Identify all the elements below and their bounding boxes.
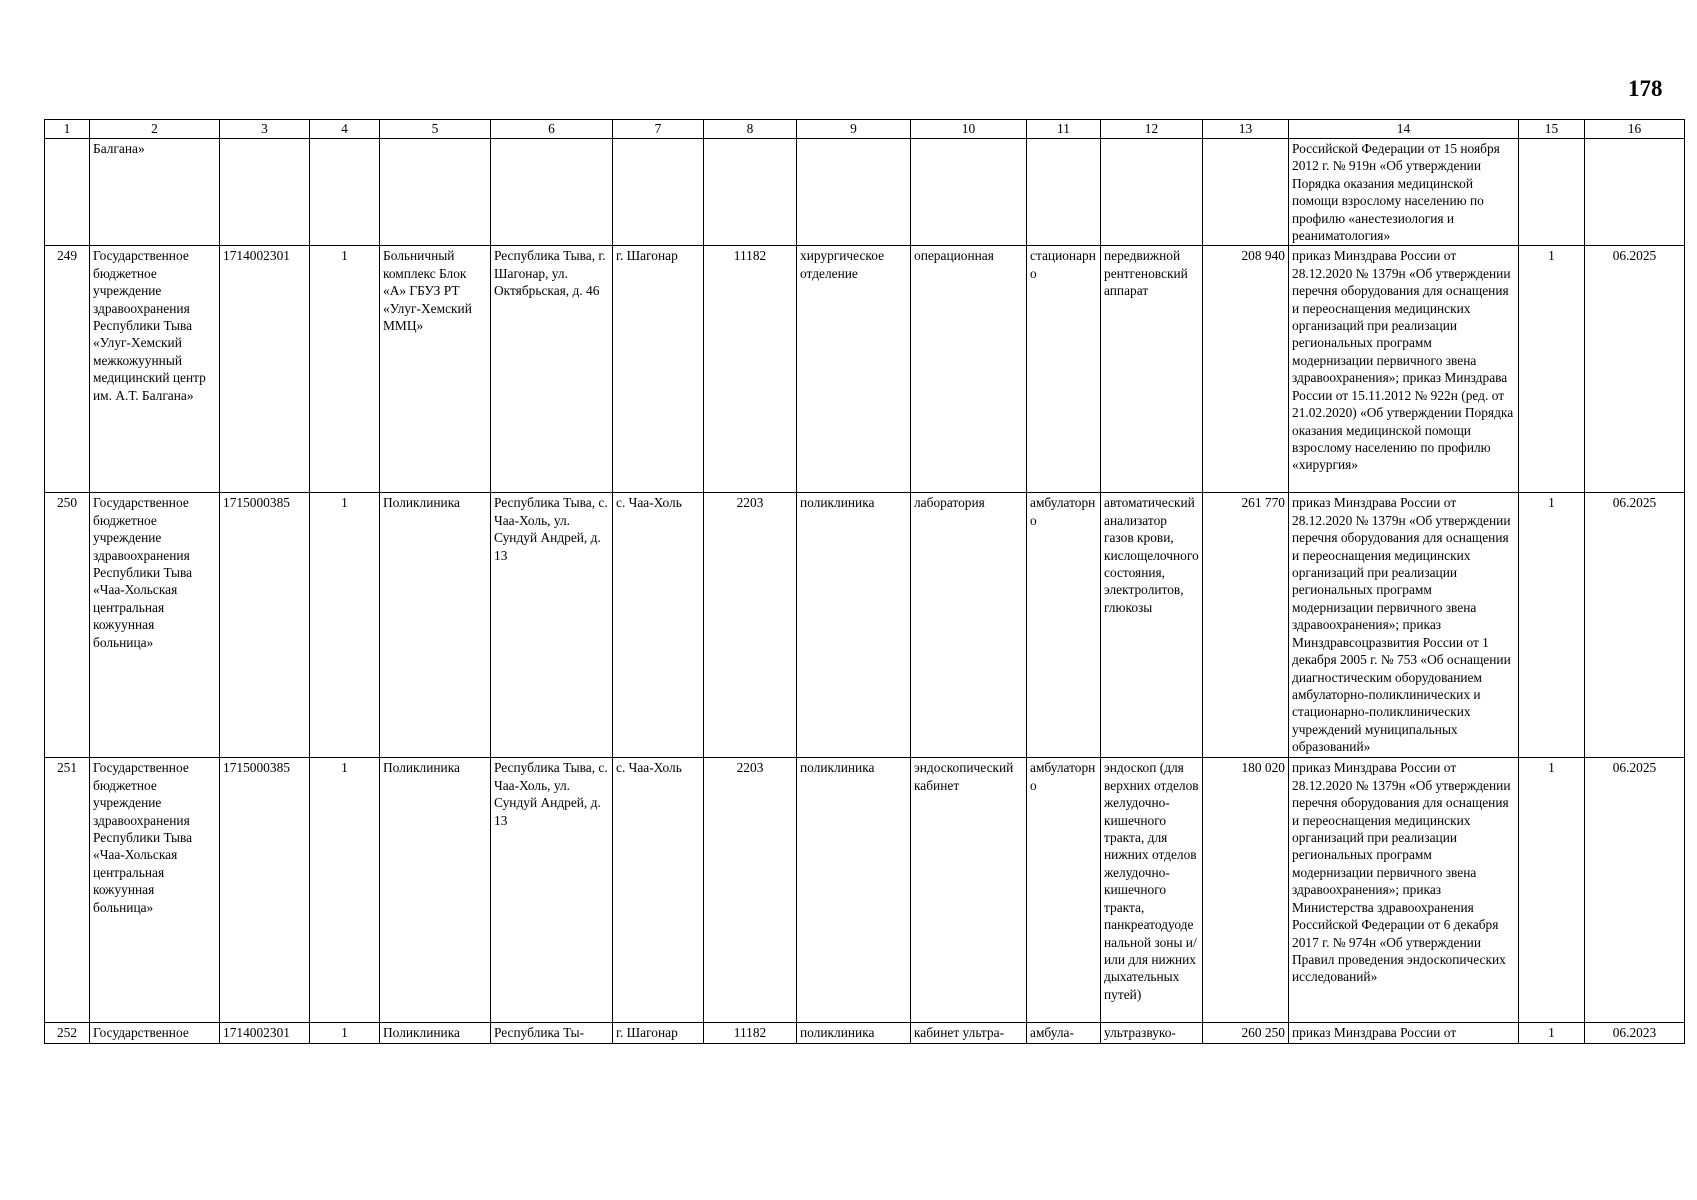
- cell-organization: Государственное бюджетное учреждение здравоохранения Республики Тыва «Улуг-Хемский межкожуунный медицинский центр им. А.Т. Балгана»: [90, 246, 220, 493]
- column-header: 13: [1203, 120, 1289, 139]
- cell-empty: [45, 139, 90, 246]
- cell-organization: Государственное бюджетное учреждение здравоохранения Республики Тыва «Чаа-Хольская центральная кожуунная больница»: [90, 493, 220, 758]
- cell-empty: [1027, 139, 1101, 246]
- cell-address: Республика Ты-: [491, 1023, 613, 1044]
- column-header: 4: [310, 120, 380, 139]
- cell-room: операционная: [911, 246, 1027, 493]
- cell-empty: [1203, 139, 1289, 246]
- cell-code: 11182: [704, 246, 797, 493]
- cell-price: 180 020: [1203, 758, 1289, 1023]
- cell-row-number: 249: [45, 246, 90, 493]
- cell-legal-basis: приказ Минздрава России от 28.12.2020 № 1379н «Об утверждении перечня оборудования для оснащения и переоснащения медицинских организаций при реализации региональных программ модернизации первичного звена здравоохранения»; приказ Министерства здравоохранения Российской Федерации от 6 декабря 2017 г. № 974н «Об утверждении Правил проведения эндоскопических исследований»: [1289, 758, 1519, 1023]
- cell-empty: [613, 139, 704, 246]
- cell-code: 11182: [704, 1023, 797, 1044]
- column-header: 1: [45, 120, 90, 139]
- cell-col4: 1: [310, 758, 380, 1023]
- cell-address: Республика Тыва, г. Шагонар, ул. Октябрьская, д. 46: [491, 246, 613, 493]
- cell-empty: [704, 139, 797, 246]
- column-header: 14: [1289, 120, 1519, 139]
- cell-organization: Государственное: [90, 1023, 220, 1044]
- cell-empty: [1519, 139, 1585, 246]
- cell-mode: амбулаторно: [1027, 758, 1101, 1023]
- cell-mode: амбулаторно: [1027, 493, 1101, 758]
- equipment-table: [44, 119, 1685, 1044]
- cell-date: 06.2025: [1585, 758, 1685, 1023]
- cell-mode: амбула-: [1027, 1023, 1101, 1044]
- column-header: 6: [491, 120, 613, 139]
- table-row: [45, 246, 1685, 493]
- cell-empty: [1585, 139, 1685, 246]
- cell-quantity: 1: [1519, 246, 1585, 493]
- cell-quantity: 1: [1519, 758, 1585, 1023]
- cell-legal-basis: приказ Минздрава России от 28.12.2020 № 1379н «Об утверждении перечня оборудования для оснащения и переоснащения медицинских организаций при реализации региональных программ модернизации первичного звена здравоохранения»; приказ Минздравсоцразвития России от 1 декабря 2005 г. № 753 «Об оснащении диагностическим оборудованием амбулаторно-поликлинических и стационарно-поликлинических учреждений муниципальных образований»: [1289, 493, 1519, 758]
- table-row: [45, 758, 1685, 1023]
- cell-locality: с. Чаа-Холь: [613, 493, 704, 758]
- cell-building: Поликлиника: [380, 493, 491, 758]
- cell-department: хирургическое отделение: [797, 246, 911, 493]
- cell-empty: [491, 139, 613, 246]
- cell-code: 2203: [704, 758, 797, 1023]
- column-header: 2: [90, 120, 220, 139]
- page-number: 178: [1628, 76, 1663, 101]
- cell-empty: [310, 139, 380, 246]
- cell-equipment: передвижной рентгеновский аппарат: [1101, 246, 1203, 493]
- cell-department: поликлиника: [797, 493, 911, 758]
- table-row: [45, 493, 1685, 758]
- cell-date: 06.2025: [1585, 493, 1685, 758]
- continuation-row: [45, 139, 1685, 246]
- cell-inn: 1715000385: [220, 758, 310, 1023]
- cell-equipment: ультразвуко-: [1101, 1023, 1203, 1044]
- column-header: 3: [220, 120, 310, 139]
- cell-empty: [1101, 139, 1203, 246]
- column-number-row: [45, 120, 1685, 139]
- cell-inn: 1714002301: [220, 1023, 310, 1044]
- cell-address: Республика Тыва, с. Чаа-Холь, ул. Сундуй Андрей, д. 13: [491, 493, 613, 758]
- cell-equipment: автоматический анализатор газов крови, кислощелочного состояния, электролитов, глюкозы: [1101, 493, 1203, 758]
- cell-col4: 1: [310, 246, 380, 493]
- column-header: 11: [1027, 120, 1101, 139]
- cell-price: 261 770: [1203, 493, 1289, 758]
- cell-inn: 1714002301: [220, 246, 310, 493]
- column-header: 5: [380, 120, 491, 139]
- cell-building: Поликлиника: [380, 1023, 491, 1044]
- cell-code: 2203: [704, 493, 797, 758]
- cell-quantity: 1: [1519, 1023, 1585, 1044]
- cell-row-number: 250: [45, 493, 90, 758]
- cell-mode: стационарно: [1027, 246, 1101, 493]
- cell-quantity: 1: [1519, 493, 1585, 758]
- cell-price: 208 940: [1203, 246, 1289, 493]
- cell-legal-basis: приказ Минздрава России от 28.12.2020 № 1379н «Об утверждении перечня оборудования для оснащения и переоснащения медицинских организаций при реализации региональных программ модернизации первичного звена здравоохранения»; приказ Минздрава России от 15.11.2012 № 922н (ред. от 21.02.2020) «Об утверждении Порядка оказания медицинской помощи взрослому населению по профилю «хирургия»: [1289, 246, 1519, 493]
- cell-locality: с. Чаа-Холь: [613, 758, 704, 1023]
- cell-equipment: эндоскоп (для верхних отделов желудочно-кишечного тракта, для нижних отделов желудочно-кишечного тракта, панкреатодуоденальной зоны и/или для нижних дыхательных путей): [1101, 758, 1203, 1023]
- cell-legal-basis: Российской Федерации от 15 ноября 2012 г. № 919н «Об утверждении Порядка оказания медицинской помощи взрослому населению по профилю «анестезиология и реаниматология»: [1289, 139, 1519, 246]
- cell-building: Поликлиника: [380, 758, 491, 1023]
- cell-empty: [380, 139, 491, 246]
- column-header: 8: [704, 120, 797, 139]
- cell-room: эндоскопический кабинет: [911, 758, 1027, 1023]
- cell-empty: [911, 139, 1027, 246]
- column-header: 16: [1585, 120, 1685, 139]
- cell-empty: [797, 139, 911, 246]
- cell-locality: г. Шагонар: [613, 246, 704, 493]
- cell-date: 06.2025: [1585, 246, 1685, 493]
- cell-date: 06.2023: [1585, 1023, 1685, 1044]
- cell-price: 260 250: [1203, 1023, 1289, 1044]
- cell-room: лаборатория: [911, 493, 1027, 758]
- column-header: 12: [1101, 120, 1203, 139]
- cell-legal-basis: приказ Минздрава России от: [1289, 1023, 1519, 1044]
- cell-col4: 1: [310, 493, 380, 758]
- column-header: 9: [797, 120, 911, 139]
- column-header: 7: [613, 120, 704, 139]
- column-header: 10: [911, 120, 1027, 139]
- cell-col4: 1: [310, 1023, 380, 1044]
- cell-organization: Балгана»: [90, 139, 220, 246]
- table-row: [45, 1023, 1685, 1044]
- cell-address: Республика Тыва, с. Чаа-Холь, ул. Сундуй Андрей, д. 13: [491, 758, 613, 1023]
- cell-room: кабинет ультра-: [911, 1023, 1027, 1044]
- cell-inn: 1715000385: [220, 493, 310, 758]
- cell-department: поликлиника: [797, 758, 911, 1023]
- cell-empty: [220, 139, 310, 246]
- cell-locality: г. Шагонар: [613, 1023, 704, 1044]
- cell-organization: Государственное бюджетное учреждение здравоохранения Республики Тыва «Чаа-Хольская центральная кожуунная больница»: [90, 758, 220, 1023]
- cell-building: Больничный комплекс Блок «А» ГБУЗ РТ «Улуг-Хемский ММЦ»: [380, 246, 491, 493]
- cell-row-number: 252: [45, 1023, 90, 1044]
- cell-department: поликлиника: [797, 1023, 911, 1044]
- column-header: 15: [1519, 120, 1585, 139]
- cell-row-number: 251: [45, 758, 90, 1023]
